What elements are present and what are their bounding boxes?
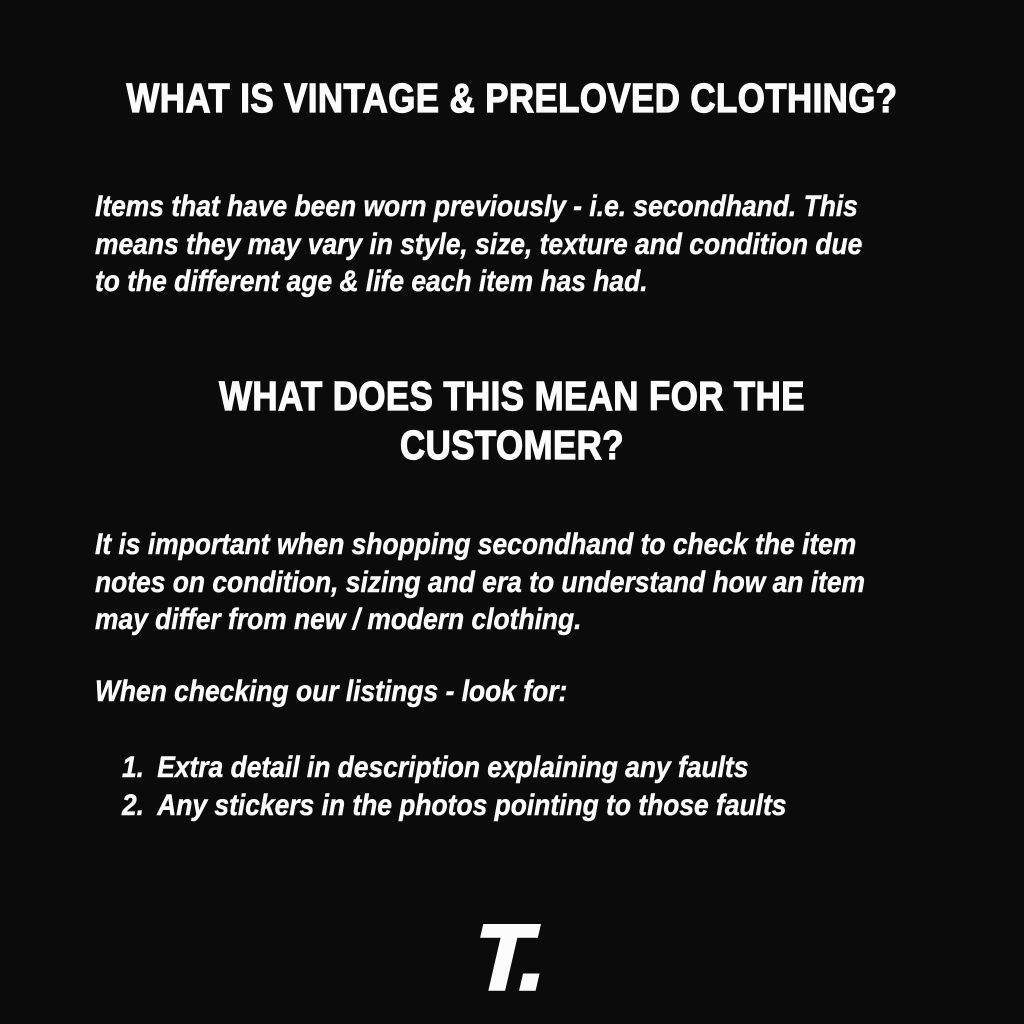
page-title: WHAT IS VINTAGE & PRELOVED CLOTHING?: [126, 75, 898, 121]
brand-logo-t-icon: T.: [464, 907, 560, 1009]
section-heading-customer: WHAT DOES THIS MEAN FOR THE CUSTOMER?: [219, 373, 805, 468]
checklist-item-text: Extra detail in description explaining any faults: [157, 751, 749, 784]
checklist-item-number: 2.: [122, 789, 145, 822]
checklist-item-1: [122, 749, 786, 787]
listings-intro-text: When checking our listings - look for:: [95, 675, 568, 708]
checklist-item-text: Any stickers in the photos pointing to those faults: [157, 789, 787, 822]
intro-paragraph: Items that have been worn previously - i.e. secondhand. This means they may vary in style, size, texture and condition due to the different age & life each item has had.: [95, 190, 863, 298]
customer-info-paragraph: It is important when shopping secondhand to check the item notes on condition, sizing and era to understand how an item may differ from new / modern clothing.: [95, 528, 866, 636]
checklist-item-2: [122, 787, 786, 825]
checklist-item-number: 1.: [122, 751, 145, 784]
listing-checklist: [122, 749, 877, 825]
